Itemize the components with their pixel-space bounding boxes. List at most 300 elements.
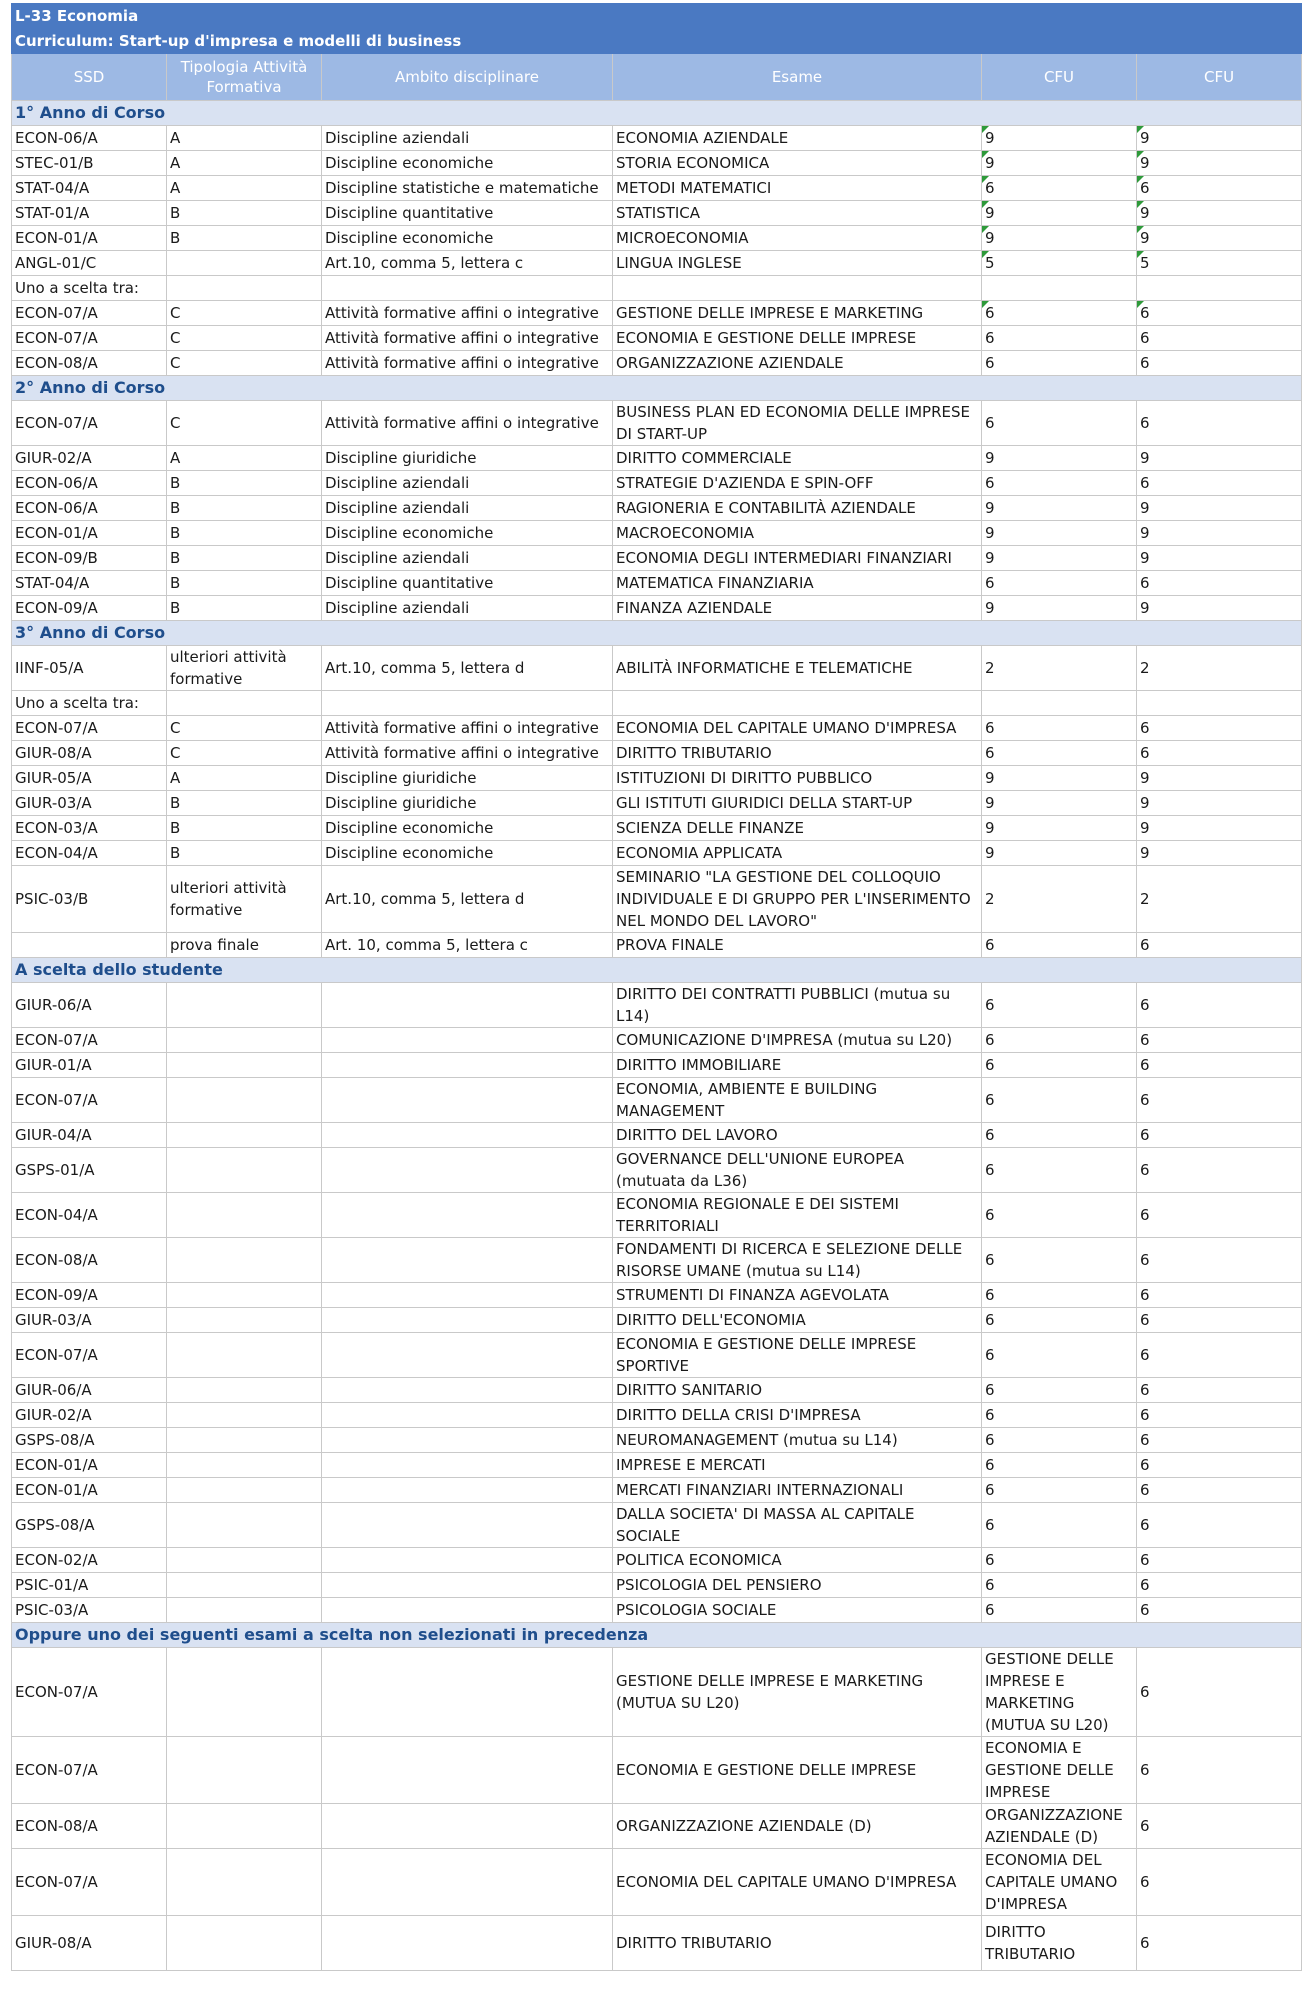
cell-tipologia: B [167, 521, 322, 546]
cell-esame: GESTIONE DELLE IMPRESE E MARKETING (MUTUA SU L20) [613, 1648, 982, 1737]
header-cfu: CFU [982, 54, 1137, 101]
cell-ambito [322, 1193, 613, 1238]
table-row [12, 176, 1302, 201]
cell-cfu [982, 691, 1137, 716]
cell-tipologia [167, 1333, 322, 1378]
cell-cfu: 9 [982, 151, 1137, 176]
table-row [12, 1193, 1302, 1238]
cell-esame: ECONOMIA E GESTIONE DELLE IMPRESE SPORTIVE [613, 1333, 982, 1378]
sheet-subtitle: Curriculum: Start-up d'impresa e modelli di business [12, 29, 1302, 54]
cell-ssd: STAT-01/A [12, 201, 167, 226]
cell-tipologia [167, 1453, 322, 1478]
cell-ambito: Discipline aziendali [322, 496, 613, 521]
cell-ambito [322, 1453, 613, 1478]
cell-esame: ISTITUZIONI DI DIRITTO PUBBLICO [613, 766, 982, 791]
cell-ssd: PSIC-03/B [12, 866, 167, 933]
cell-ambito: Discipline aziendali [322, 546, 613, 571]
cell-ssd: GSPS-08/A [12, 1503, 167, 1548]
cell-cfu-2: 9 [1137, 201, 1302, 226]
header-row [12, 54, 1302, 101]
cell-ambito: Attività formative affini o integrative [322, 351, 613, 376]
table-row [12, 1804, 1302, 1849]
cell-esame: DIRITTO SANITARIO [613, 1378, 982, 1403]
cell-ambito [322, 1283, 613, 1308]
cell-cfu: 6 [982, 1123, 1137, 1148]
table-row [12, 816, 1302, 841]
cell-cfu: 6 [982, 1548, 1137, 1573]
cell-tipologia [167, 1078, 322, 1123]
cell-esame: MATEMATICA FINANZIARIA [613, 571, 982, 596]
cell-cfu: 6 [982, 716, 1137, 741]
table-row [12, 1238, 1302, 1283]
table-row [12, 1453, 1302, 1478]
cell-ambito [322, 1548, 613, 1573]
table-row [12, 1503, 1302, 1548]
cell-esame: DIRITTO DEL LAVORO [613, 1123, 982, 1148]
cell-cfu: 6 [982, 933, 1137, 958]
table-row [12, 1548, 1302, 1573]
cell-cfu-2: 9 [1137, 596, 1302, 621]
cell-ambito [322, 1804, 613, 1849]
cell-ssd: Uno a scelta tra: [12, 276, 167, 301]
cell-esame: RAGIONERIA E CONTABILITÀ AZIENDALE [613, 496, 982, 521]
cell-ssd: ECON-07/A [12, 301, 167, 326]
cell-ambito [322, 1648, 613, 1737]
cell-ambito: Attività formative affini o integrative [322, 741, 613, 766]
header-cfu-2: CFU [1137, 54, 1302, 101]
cell-tipologia [167, 1428, 322, 1453]
cell-ssd: GIUR-01/A [12, 1053, 167, 1078]
cell-tipologia [167, 1148, 322, 1193]
section-title: 3° Anno di Corso [12, 621, 1302, 646]
cell-cfu-2: 2 [1137, 866, 1302, 933]
cell-ssd: ECON-09/A [12, 596, 167, 621]
cell-ssd: ECON-01/A [12, 1453, 167, 1478]
cell-ambito [322, 1333, 613, 1378]
cell-ssd: Uno a scelta tra: [12, 691, 167, 716]
cell-esame: COMUNICAZIONE D'IMPRESA (mutua su L20) [613, 1028, 982, 1053]
cell-cfu: ECONOMIA E GESTIONE DELLE IMPRESE [982, 1737, 1137, 1804]
cell-esame: DIRITTO DELLA CRISI D'IMPRESA [613, 1403, 982, 1428]
cell-cfu-2: 6 [1137, 1123, 1302, 1148]
cell-esame: PSICOLOGIA SOCIALE [613, 1598, 982, 1623]
table-row [12, 1378, 1302, 1403]
section-header [12, 621, 1302, 646]
cell-cfu: 9 [982, 446, 1137, 471]
cell-ssd: ECON-06/A [12, 126, 167, 151]
cell-cfu: 9 [982, 521, 1137, 546]
cell-ambito: Discipline statistiche e matematiche [322, 176, 613, 201]
cell-ssd: ECON-01/A [12, 521, 167, 546]
cell-cfu-2: 6 [1137, 741, 1302, 766]
table-row [12, 351, 1302, 376]
cell-cfu: 6 [982, 1308, 1137, 1333]
cell-cfu-2: 6 [1137, 1028, 1302, 1053]
cell-esame [613, 691, 982, 716]
cell-tipologia [167, 276, 322, 301]
table-row [12, 446, 1302, 471]
header-esame: Esame [613, 54, 982, 101]
table-body [12, 4, 1302, 1971]
cell-ssd: ECON-07/A [12, 1737, 167, 1804]
cell-cfu-2: 6 [1137, 1078, 1302, 1123]
cell-tipologia [167, 1403, 322, 1428]
cell-esame: DIRITTO DEI CONTRATTI PUBBLICI (mutua su L14) [613, 983, 982, 1028]
cell-cfu: 6 [982, 1193, 1137, 1238]
cell-cfu-2 [1137, 691, 1302, 716]
table-row [12, 933, 1302, 958]
cell-cfu: 6 [982, 1478, 1137, 1503]
cell-ambito: Discipline economiche [322, 521, 613, 546]
cell-ssd: ECON-07/A [12, 1028, 167, 1053]
cell-tipologia: B [167, 201, 322, 226]
cell-ambito: Attività formative affini o integrative [322, 301, 613, 326]
cell-cfu: GESTIONE DELLE IMPRESE E MARKETING (MUTUA SU L20) [982, 1648, 1137, 1737]
cell-ssd: PSIC-01/A [12, 1573, 167, 1598]
cell-cfu: 6 [982, 471, 1137, 496]
cell-tipologia: prova finale [167, 933, 322, 958]
cell-ssd: ECON-07/A [12, 1849, 167, 1916]
table-row [12, 496, 1302, 521]
cell-cfu-2: 9 [1137, 496, 1302, 521]
table-row [12, 741, 1302, 766]
cell-ambito [322, 276, 613, 301]
cell-cfu-2: 6 [1137, 1193, 1302, 1238]
cell-cfu: 9 [982, 201, 1137, 226]
cell-cfu: 6 [982, 401, 1137, 446]
cell-ssd: STEC-01/B [12, 151, 167, 176]
cell-cfu: 6 [982, 1283, 1137, 1308]
header-tipologia: Tipologia Attività Formativa [167, 54, 322, 101]
cell-esame: METODI MATEMATICI [613, 176, 982, 201]
cell-cfu: 6 [982, 351, 1137, 376]
cell-ssd: ANGL-01/C [12, 251, 167, 276]
cell-cfu-2: 6 [1137, 1478, 1302, 1503]
cell-ambito: Discipline giuridiche [322, 766, 613, 791]
cell-esame: DIRITTO TRIBUTARIO [613, 741, 982, 766]
cell-ambito [322, 1123, 613, 1148]
table-row [12, 571, 1302, 596]
cell-tipologia: C [167, 401, 322, 446]
table-row [12, 1573, 1302, 1598]
cell-ssd: ECON-08/A [12, 351, 167, 376]
cell-cfu-2: 6 [1137, 471, 1302, 496]
cell-cfu-2: 9 [1137, 791, 1302, 816]
cell-esame: SCIENZA DELLE FINANZE [613, 816, 982, 841]
cell-ssd: ECON-08/A [12, 1238, 167, 1283]
subtitle-row [12, 29, 1302, 54]
cell-cfu: 6 [982, 1403, 1137, 1428]
table-row [12, 471, 1302, 496]
cell-tipologia [167, 983, 322, 1028]
cell-esame: IMPRESE E MERCATI [613, 1453, 982, 1478]
cell-ambito [322, 1078, 613, 1123]
cell-cfu: 6 [982, 1378, 1137, 1403]
cell-esame: DALLA SOCIETA' DI MASSA AL CAPITALE SOCIALE [613, 1503, 982, 1548]
table-row [12, 1028, 1302, 1053]
cell-tipologia [167, 1193, 322, 1238]
cell-esame: STRUMENTI DI FINANZA AGEVOLATA [613, 1283, 982, 1308]
cell-esame: MACROECONOMIA [613, 521, 982, 546]
cell-cfu: 9 [982, 126, 1137, 151]
cell-ssd: ECON-01/A [12, 1478, 167, 1503]
cell-esame: ECONOMIA DEGLI INTERMEDIARI FINANZIARI [613, 546, 982, 571]
cell-ambito [322, 1849, 613, 1916]
table-row [12, 791, 1302, 816]
cell-tipologia: A [167, 766, 322, 791]
cell-cfu-2: 5 [1137, 251, 1302, 276]
cell-cfu: 9 [982, 546, 1137, 571]
cell-cfu: 6 [982, 176, 1137, 201]
cell-cfu-2: 6 [1137, 1737, 1302, 1804]
cell-esame: ECONOMIA APPLICATA [613, 841, 982, 866]
cell-ssd: STAT-04/A [12, 571, 167, 596]
cell-esame [613, 276, 982, 301]
cell-ssd: ECON-07/A [12, 326, 167, 351]
cell-ssd: GIUR-04/A [12, 1123, 167, 1148]
cell-ssd: GSPS-01/A [12, 1148, 167, 1193]
cell-cfu: 2 [982, 646, 1137, 691]
cell-cfu: 6 [982, 1078, 1137, 1123]
table-row [12, 1478, 1302, 1503]
cell-esame: GLI ISTITUTI GIURIDICI DELLA START-UP [613, 791, 982, 816]
table-row [12, 1916, 1302, 1971]
cell-esame: FONDAMENTI DI RICERCA E SELEZIONE DELLE RISORSE UMANE (mutua su L14) [613, 1238, 982, 1283]
cell-ambito: Discipline giuridiche [322, 791, 613, 816]
cell-cfu-2: 6 [1137, 1333, 1302, 1378]
cell-tipologia [167, 1028, 322, 1053]
cell-cfu-2 [1137, 276, 1302, 301]
cell-cfu-2: 6 [1137, 1378, 1302, 1403]
cell-tipologia [167, 691, 322, 716]
cell-tipologia: B [167, 496, 322, 521]
cell-esame: ECONOMIA REGIONALE E DEI SISTEMI TERRITORIALI [613, 1193, 982, 1238]
table-row [12, 596, 1302, 621]
cell-ssd: GIUR-06/A [12, 1378, 167, 1403]
cell-ambito: Discipline economiche [322, 816, 613, 841]
cell-ambito: Discipline aziendali [322, 471, 613, 496]
cell-ambito [322, 691, 613, 716]
cell-ssd: GIUR-03/A [12, 1308, 167, 1333]
header-ssd: SSD [12, 54, 167, 101]
table-row [12, 401, 1302, 446]
cell-tipologia: C [167, 301, 322, 326]
cell-cfu: 6 [982, 1028, 1137, 1053]
cell-tipologia [167, 1238, 322, 1283]
cell-tipologia [167, 1573, 322, 1598]
cell-ssd: GIUR-02/A [12, 1403, 167, 1428]
cell-cfu: 6 [982, 1053, 1137, 1078]
cell-ambito: Discipline economiche [322, 841, 613, 866]
section-header [12, 1623, 1302, 1648]
cell-ambito [322, 1378, 613, 1403]
section-title: A scelta dello studente [12, 958, 1302, 983]
section-header [12, 958, 1302, 983]
cell-esame: ECONOMIA DEL CAPITALE UMANO D'IMPRESA [613, 1849, 982, 1916]
cell-esame: MERCATI FINANZIARI INTERNAZIONALI [613, 1478, 982, 1503]
cell-tipologia [167, 1804, 322, 1849]
cell-ambito: Discipline economiche [322, 226, 613, 251]
cell-cfu-2: 6 [1137, 1573, 1302, 1598]
cell-ambito: Discipline quantitative [322, 571, 613, 596]
cell-ambito [322, 1308, 613, 1333]
cell-cfu-2: 6 [1137, 1598, 1302, 1623]
cell-esame: ECONOMIA E GESTIONE DELLE IMPRESE [613, 1737, 982, 1804]
header-ambito: Ambito disciplinare [322, 54, 613, 101]
cell-esame: STORIA ECONOMICA [613, 151, 982, 176]
cell-cfu: 9 [982, 496, 1137, 521]
cell-tipologia: ulteriori attività formative [167, 866, 322, 933]
cell-cfu-2: 6 [1137, 1849, 1302, 1916]
cell-tipologia: B [167, 816, 322, 841]
cell-esame: DIRITTO DELL'ECONOMIA [613, 1308, 982, 1333]
cell-ssd: ECON-07/A [12, 1648, 167, 1737]
cell-cfu: 6 [982, 1333, 1137, 1378]
cell-esame: POLITICA ECONOMICA [613, 1548, 982, 1573]
cell-tipologia: C [167, 741, 322, 766]
cell-cfu: DIRITTO TRIBUTARIO [982, 1916, 1137, 1971]
cell-cfu: 6 [982, 1453, 1137, 1478]
cell-cfu-2: 9 [1137, 126, 1302, 151]
cell-ambito [322, 1428, 613, 1453]
cell-ambito [322, 1916, 613, 1971]
cell-ambito: Discipline aziendali [322, 126, 613, 151]
cell-ambito [322, 1598, 613, 1623]
curriculum-table [11, 3, 1302, 1971]
cell-ssd: GIUR-03/A [12, 791, 167, 816]
table-row [12, 1403, 1302, 1428]
table-row [12, 1333, 1302, 1378]
cell-cfu: 6 [982, 326, 1137, 351]
cell-tipologia: B [167, 226, 322, 251]
cell-ssd: ECON-04/A [12, 1193, 167, 1238]
table-row [12, 251, 1302, 276]
cell-cfu: 6 [982, 1238, 1137, 1283]
cell-tipologia [167, 1308, 322, 1333]
cell-ambito [322, 1403, 613, 1428]
table-row [12, 691, 1302, 716]
cell-cfu-2: 9 [1137, 766, 1302, 791]
cell-cfu-2: 6 [1137, 326, 1302, 351]
cell-cfu: 9 [982, 791, 1137, 816]
cell-esame: LINGUA INGLESE [613, 251, 982, 276]
cell-ambito: Attività formative affini o integrative [322, 401, 613, 446]
cell-cfu-2: 6 [1137, 1916, 1302, 1971]
cell-cfu-2: 6 [1137, 1804, 1302, 1849]
cell-cfu-2: 9 [1137, 446, 1302, 471]
table-row [12, 326, 1302, 351]
table-row [12, 126, 1302, 151]
cell-cfu-2: 6 [1137, 571, 1302, 596]
cell-esame: DIRITTO TRIBUTARIO [613, 1916, 982, 1971]
table-row [12, 1283, 1302, 1308]
cell-esame: SEMINARIO "LA GESTIONE DEL COLLOQUIO INDIVIDUALE E DI GRUPPO PER L'INSERIMENTO NEL MONDO DEL LAVORO" [613, 866, 982, 933]
section-title: Oppure uno dei seguenti esami a scelta non selezionati in precedenza [12, 1623, 1302, 1648]
cell-esame: NEUROMANAGEMENT (mutua su L14) [613, 1428, 982, 1453]
table-row [12, 1308, 1302, 1333]
cell-tipologia: B [167, 546, 322, 571]
cell-tipologia: ulteriori attività formative [167, 646, 322, 691]
table-row [12, 1598, 1302, 1623]
table-row [12, 716, 1302, 741]
cell-esame: ECONOMIA AZIENDALE [613, 126, 982, 151]
cell-tipologia: C [167, 351, 322, 376]
cell-tipologia [167, 1123, 322, 1148]
cell-tipologia: B [167, 571, 322, 596]
cell-ambito: Art.10, comma 5, lettera d [322, 866, 613, 933]
cell-ambito [322, 1148, 613, 1193]
cell-cfu-2: 6 [1137, 1453, 1302, 1478]
cell-esame: BUSINESS PLAN ED ECONOMIA DELLE IMPRESE DI START-UP [613, 401, 982, 446]
cell-esame: MICROECONOMIA [613, 226, 982, 251]
cell-cfu-2: 6 [1137, 983, 1302, 1028]
cell-ambito [322, 1238, 613, 1283]
cell-ssd: ECON-04/A [12, 841, 167, 866]
cell-ssd: ECON-07/A [12, 716, 167, 741]
cell-cfu: 9 [982, 816, 1137, 841]
table-row [12, 201, 1302, 226]
cell-ssd: ECON-06/A [12, 496, 167, 521]
table-row [12, 866, 1302, 933]
cell-ambito: Attività formative affini o integrative [322, 716, 613, 741]
table-row [12, 1078, 1302, 1123]
table-row [12, 1428, 1302, 1453]
cell-esame: GOVERNANCE DELL'UNIONE EUROPEA (mutuata da L36) [613, 1148, 982, 1193]
cell-tipologia [167, 1283, 322, 1308]
cell-ssd: GIUR-08/A [12, 741, 167, 766]
cell-ssd: STAT-04/A [12, 176, 167, 201]
cell-esame: PSICOLOGIA DEL PENSIERO [613, 1573, 982, 1598]
cell-ambito [322, 1503, 613, 1548]
table-row [12, 1053, 1302, 1078]
cell-cfu: 9 [982, 226, 1137, 251]
cell-cfu: ORGANIZZAZIONE AZIENDALE (D) [982, 1804, 1137, 1849]
cell-cfu-2: 6 [1137, 933, 1302, 958]
cell-cfu: 5 [982, 251, 1137, 276]
cell-cfu: 2 [982, 866, 1137, 933]
cell-ssd: GIUR-08/A [12, 1916, 167, 1971]
cell-cfu: 9 [982, 841, 1137, 866]
table-row [12, 1849, 1302, 1916]
cell-tipologia [167, 1548, 322, 1573]
cell-cfu-2: 6 [1137, 1308, 1302, 1333]
cell-ssd: GSPS-08/A [12, 1428, 167, 1453]
cell-cfu-2: 9 [1137, 226, 1302, 251]
cell-cfu: 6 [982, 983, 1137, 1028]
cell-ssd: GIUR-02/A [12, 446, 167, 471]
cell-ambito: Discipline aziendali [322, 596, 613, 621]
cell-tipologia: B [167, 596, 322, 621]
table-row [12, 1148, 1302, 1193]
table-row [12, 151, 1302, 176]
cell-cfu-2: 6 [1137, 1053, 1302, 1078]
cell-cfu: 6 [982, 741, 1137, 766]
cell-cfu: 9 [982, 766, 1137, 791]
cell-esame: FINANZA AZIENDALE [613, 596, 982, 621]
cell-cfu-2: 6 [1137, 351, 1302, 376]
cell-ssd: PSIC-03/A [12, 1598, 167, 1623]
table-row [12, 646, 1302, 691]
sheet-title: L-33 Economia [12, 4, 1302, 29]
cell-tipologia: C [167, 716, 322, 741]
cell-cfu: 6 [982, 301, 1137, 326]
cell-esame: ABILITÀ INFORMATICHE E TELEMATICHE [613, 646, 982, 691]
cell-cfu-2: 6 [1137, 401, 1302, 446]
cell-ssd: ECON-06/A [12, 471, 167, 496]
cell-ambito [322, 983, 613, 1028]
cell-cfu [982, 276, 1137, 301]
cell-ssd: ECON-09/B [12, 546, 167, 571]
